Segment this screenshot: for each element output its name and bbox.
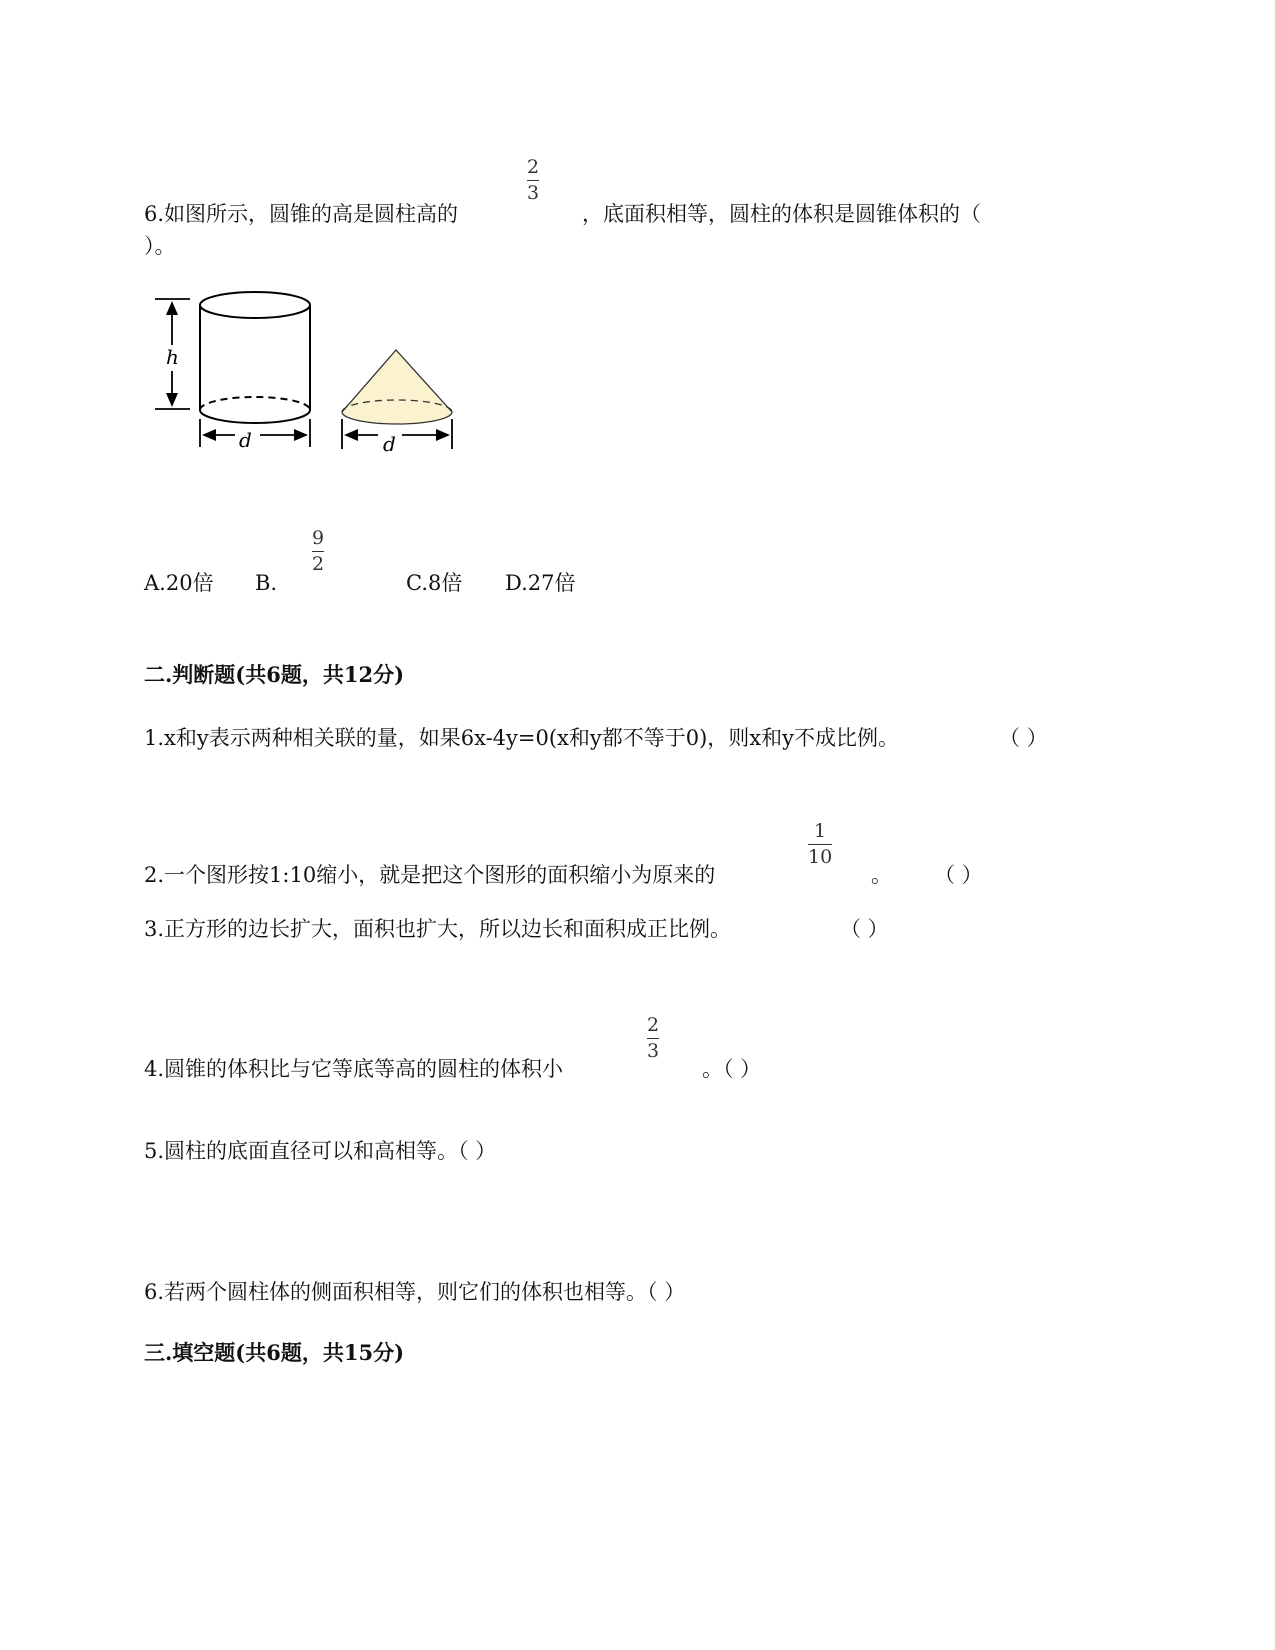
option-c: C.8倍 xyxy=(406,571,463,595)
fraction-bar xyxy=(312,551,324,552)
judge-item-3-paren: （ ） xyxy=(840,917,889,941)
numerator: 2 xyxy=(527,156,540,178)
cylinder-cone-figure xyxy=(150,285,460,460)
cone-diameter-label: d xyxy=(383,432,396,456)
judge-item-3: 3.正方形的边长扩大，面积也扩大，所以边长和面积成正比例。 xyxy=(144,917,732,941)
judge-item-2: 2.一个图形按1:10缩小，就是把这个图形的面积缩小为原来的 xyxy=(144,863,716,887)
option-d: D.27倍 xyxy=(505,571,576,595)
fraction-bar xyxy=(808,844,832,845)
judge-item-2-tail: 。 xyxy=(871,863,892,887)
height-label: h xyxy=(166,345,179,369)
option-a: A.20倍 xyxy=(144,571,214,595)
judge-item-5: 5.圆柱的底面直径可以和高相等。（ ） xyxy=(144,1139,497,1163)
denominator: 3 xyxy=(647,1040,660,1062)
denominator: 2 xyxy=(312,553,325,575)
judge-item-6: 6.若两个圆柱体的侧面积相等，则它们的体积也相等。（ ） xyxy=(144,1280,686,1304)
denominator: 10 xyxy=(808,846,833,868)
cylinder-diameter-label: d xyxy=(239,428,252,452)
judge-item-1-paren: （ ） xyxy=(999,726,1048,750)
judge-item-1: 1.x和y表示两种相关联的量，如果6x-4y=0(x和y都不等于0)，则x和y不成比例。 xyxy=(144,726,900,750)
option-b-label: B. xyxy=(255,571,278,595)
fraction-bar xyxy=(527,180,539,181)
numerator: 9 xyxy=(312,527,325,549)
q6-text-line2: ）。 xyxy=(144,234,176,258)
numerator: 1 xyxy=(814,820,827,842)
q6-fraction xyxy=(527,157,539,203)
section-3-heading: 三.填空题(共6题，共15分) xyxy=(144,1340,405,1365)
denominator: 3 xyxy=(527,182,540,204)
section-2-heading: 二.判断题(共6题，共12分) xyxy=(144,662,405,687)
judge-item-4-fraction xyxy=(647,1015,659,1061)
judge-item-2-paren: （ ） xyxy=(934,863,983,887)
q6-text-end: ，底面积相等，圆柱的体积是圆锥体积的（ xyxy=(582,202,981,226)
option-b-fraction xyxy=(312,528,324,574)
cylinder xyxy=(200,292,310,423)
fraction-bar xyxy=(647,1038,659,1039)
numerator: 2 xyxy=(647,1014,660,1036)
judge-item-4: 4.圆锥的体积比与它等底等高的圆柱的体积小 xyxy=(144,1057,564,1081)
judge-item-2-fraction xyxy=(808,821,832,867)
judge-item-4-tail: 。（ ） xyxy=(702,1057,762,1081)
q6-text-start: 6.如图所示，圆锥的高是圆柱高的 xyxy=(144,202,459,226)
cone xyxy=(342,350,452,424)
